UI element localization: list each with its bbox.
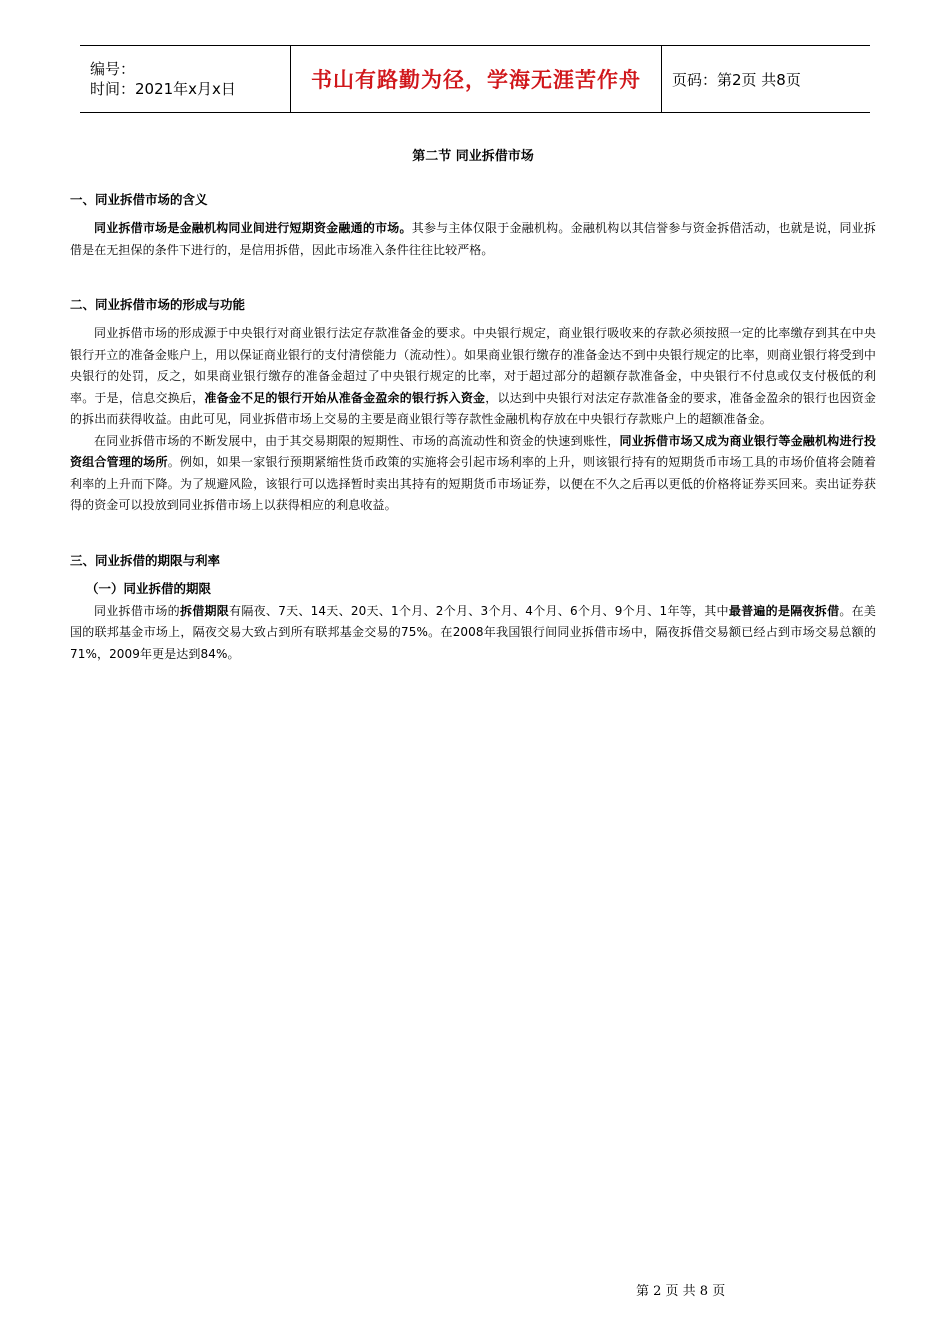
heading-3: 三、同业拆借的期限与利率 — [70, 552, 221, 568]
subheading-3-1: （一）同业拆借的期限 — [86, 580, 212, 596]
bold-phrase: 拆借期限 — [179, 603, 230, 618]
section-title: 第二节 同业拆借市场 — [412, 149, 534, 164]
bold-phrase: 准备金不足的银行开始从准备金盈余的银行拆入资金 — [204, 390, 486, 405]
header-page-label: 页码：第2页 共8页 — [672, 70, 801, 89]
paragraph-text: ，以达到中央银行对法定存款准备金的要求，准备金盈余的银行也因资金的拆出而获得收益。由此可见，同业拆借市场上交易的主要是商业银行等存款性金融机构存放在中央银行存款账户上的超额准备金。 — [70, 390, 877, 426]
paragraph-text: 。在美国的联邦基金市场上，隔夜交易大致占到所有联邦基金交易的75%。在2008年我国银行间同业拆借市场中，隔夜拆借交易额已经占到市场交易总额的71%，2009年更是达到84%。 — [70, 603, 876, 661]
paragraph-2-1 — [70, 323, 876, 431]
paragraph-text: 同业拆借市场的形成源于中央银行对商业银行法定存款准备金的要求。中央银行规定，商业银行吸收来的存款必须按照一定的比率缴存到其在中央银行开立的准备金账户上，用以保证商业银行的支付清偿能力（流动性）。如果商业银行缴存的准备金达不到中央银行规定的比率，则商业银行将受到中央银行的处罚，反之，如果商业银行缴存的准备金超过了中央银行规定的比率，对于超过部分的超额存款准备金，中央银行不付息或仅支付极低的利率。于是，信息交换后， — [70, 326, 876, 405]
paragraph-text: 在同业拆借市场的不断发展中，由于其交易期限的短期性、市场的高流动性和资金的快速到账性， — [94, 433, 620, 448]
number-label: 编号： — [90, 60, 136, 78]
bold-phrase: 同业拆借市场又成为商业银行等金融机构进行投资组合管理的场所 — [70, 433, 876, 469]
paragraph-text: 其参与主体仅限于金融机构。金融机构以其信誉参与资金拆借活动，也就是说，同业拆借是在无担保的条件下进行的，是信用拆借，因此市场准入条件往往比较严格。 — [70, 221, 876, 257]
document-body — [70, 145, 876, 665]
bold-phrase: 最普遍的是隔夜拆借 — [728, 603, 840, 618]
header-motto-cell — [291, 46, 662, 113]
heading-2: 二、同业拆借市场的形成与功能 — [70, 297, 246, 312]
page-footer: 第 2 页 共 8 页 — [636, 1284, 726, 1299]
header-meta-cell — [80, 46, 291, 113]
time-label: 时间：2021年x月x日 — [90, 80, 236, 98]
paragraph-text: 同业拆借市场的 — [94, 603, 180, 618]
paragraph-1-1 — [70, 218, 876, 261]
paragraph-text: 。例如，如果一家银行预期紧缩性货币政策的实施将会引起市场利率的上升，则该银行持有的短期货币市场工具的市场价值将会随着利率的上升而下降。为了规避风险，该银行可以选择暂时卖出其持有的短期货币市场证券，以便在不久之后再以更低的价格将证券买回来。卖出证券获得的资金可以投放到同业拆借市场上以获得相应的利息收益。 — [70, 455, 876, 512]
paragraph-text: 有隔夜、7天、14天、20天、1个月、2个月、3个月、4个月、6个月、9个月、1年等，其中 — [229, 603, 729, 618]
bold-definition: 同业拆借市场是金融机构同业间进行短期资金融通的市场。 — [94, 221, 412, 235]
header-page-cell — [662, 46, 871, 113]
heading-1: 一、同业拆借市场的含义 — [70, 192, 208, 207]
paragraph-2-2 — [70, 431, 876, 517]
header-motto: 书山有路勤为径，学海无涯苦作舟 — [311, 68, 641, 92]
document-header — [80, 45, 870, 113]
paragraph-3-1 — [70, 601, 876, 666]
